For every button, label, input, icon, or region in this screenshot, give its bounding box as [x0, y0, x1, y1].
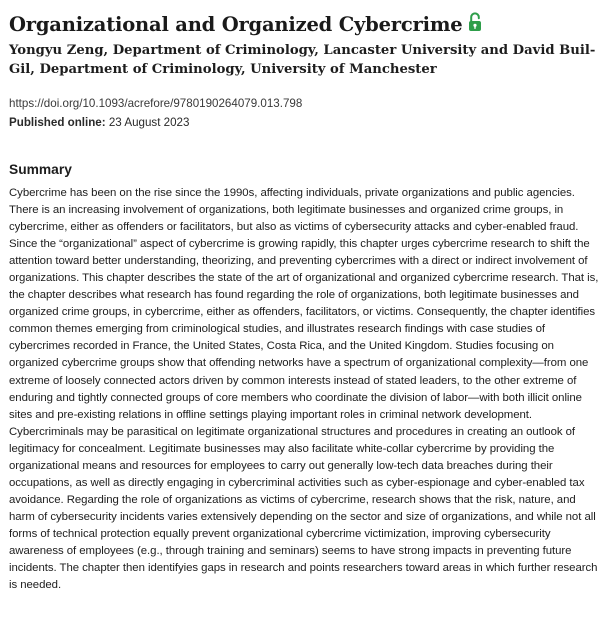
summary-heading: Summary: [9, 162, 72, 177]
open-lock-icon-graphic: [468, 12, 482, 32]
article-authors: Yongyu Zeng, Department of Criminology, Lancaster University and David Buil-Gil, Department of Criminology, University of Manchester: [9, 43, 596, 77]
published-info: [9, 115, 599, 131]
title-row: [9, 10, 599, 38]
open-lock-icon: [468, 12, 482, 32]
summary-text: Cybercrime has been on the rise since the 1990s, affecting individuals, private organizations and public agencies. There is an increasing involvement of organizations, both legitimate businesses and organized crime groups, in cybercrime, either as offenders or facilitators, but also as victims of cybersecurity attacks and cyber-enabled fraud. Since the “organizational” aspect of cybercrime is growing rapidly, this chapter urges cybercrime research to shift the attention toward better understanding, theorizing, and preventing cybercrimes with a direct or indirect involvement of organizations. This chapter describes the state of the art of organizational and organized cybercrime research. That is, the chapter describes what research has found regarding the role of organizations, both legitimate businesses and organized crime groups, in cybercrime, either as offenders, facilitators, or victims. Consequently, the chapter identifies common themes emerging from criminological studies, and illustrates research findings with case studies of cybercrimes recorded in France, the United States, Costa Rica, and the United Kingdom. Studies focusing on organized cybercrime groups show that offending networks have a spectrum of organizational complexity—from one extreme of loosely connected actors driven by common interests instead of stated leaders, to the other extreme of enduring and tightly connected groups of core members who coordinate the division of labor—with both illicit online sites and pre-existing relations in offline settings playing important roles in criminal network development. Cybercriminals may be parasitical on legitimate organizational structures and procedures in creating an outlook of legitimacy for concealment. Legitimate businesses may also facilitate white-collar cybercrime by providing the organizational means and resources for employees to carry out generally low-tech data breaches during their occupations, as well as directly engaging in cybercriminal activities such as cyber-espionage and cyber-enabled tax avoidance. Regarding the role of organizations as victims of cybercrime, research shows that the risk, nature, and harm of cybersecurity incidents varies extensively depending on the sector and size of organizations, and while not all forms of technical protection equally prevent organizational cybercrime victimization, improving cybersecurity awareness of employees (e.g., through training and seminars) seems to have strong impacts in preventing future incidents. The chapter then identifyies gaps in research and points researchers toward areas in which further research is needed.: [9, 187, 599, 592]
published-date: 23 August 2023: [108, 116, 190, 129]
article-title: Organizational and Organized Cybercrime: [9, 12, 463, 36]
article-page: [9, 10, 599, 594]
published-label: Published online:: [9, 116, 106, 129]
doi-link[interactable]: https://doi.org/10.1093/acrefore/9780190264079.013.798: [9, 97, 303, 110]
